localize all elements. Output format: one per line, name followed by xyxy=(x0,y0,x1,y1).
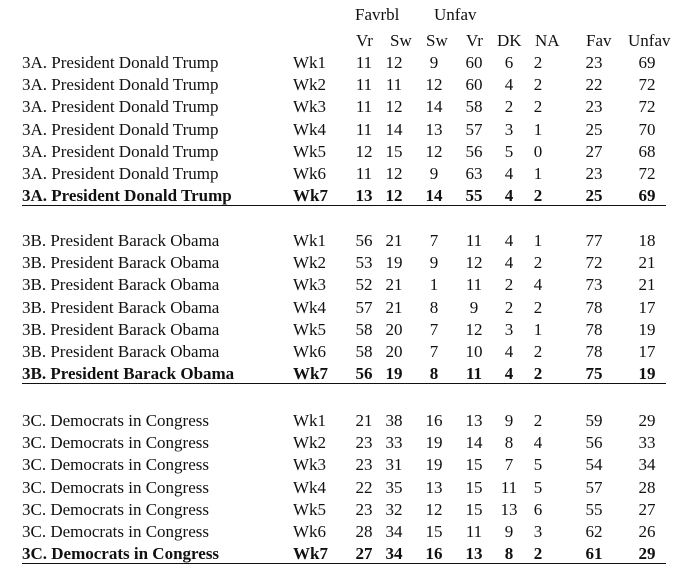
row-value: 27 xyxy=(638,499,656,519)
row-value: 69 xyxy=(638,186,656,206)
row-value: 23 xyxy=(355,433,373,453)
row-value: 12 xyxy=(385,53,403,72)
row-value: 14 xyxy=(465,433,483,453)
row-week: Wk4 xyxy=(293,297,327,317)
row-value: 3 xyxy=(504,119,514,139)
row-value: 63 xyxy=(465,164,483,183)
row-value: 58 xyxy=(355,319,373,339)
column-header: Vr xyxy=(466,31,483,50)
row-value: 11 xyxy=(500,477,518,497)
row-week: Wk6 xyxy=(293,164,327,183)
row-week: Wk5 xyxy=(293,319,327,339)
row-value: 22 xyxy=(355,477,373,497)
column-header-row xyxy=(0,30,681,52)
row-value: 9 xyxy=(429,53,439,72)
row-value: 12 xyxy=(425,499,443,519)
column-header: NA xyxy=(535,31,560,50)
row-value: 9 xyxy=(429,253,439,273)
row-value: 52 xyxy=(355,275,373,295)
row-week: Wk2 xyxy=(293,433,327,453)
row-value: 72 xyxy=(638,164,656,183)
row-value: 4 xyxy=(504,342,514,361)
table-row xyxy=(0,499,681,521)
row-value: 7 xyxy=(429,319,439,339)
row-week: Wk4 xyxy=(293,477,327,497)
row-value: 1 xyxy=(533,231,543,250)
row-label: 3B. President Barack Obama xyxy=(22,342,220,361)
row-value: 12 xyxy=(465,319,483,339)
row-label: 3C. Democrats in Congress xyxy=(22,455,209,475)
table-row xyxy=(0,454,681,476)
row-value: 11 xyxy=(355,53,373,72)
row-value: 8 xyxy=(504,433,514,453)
row-value: 15 xyxy=(465,499,483,519)
row-value: 19 xyxy=(385,364,403,384)
row-value: 38 xyxy=(385,411,403,430)
row-value: 1 xyxy=(533,319,543,339)
table-row-summary xyxy=(0,185,681,207)
row-value: 7 xyxy=(504,455,514,475)
row-value: 13 xyxy=(465,411,483,430)
row-week: Wk2 xyxy=(293,75,327,95)
row-value: 11 xyxy=(355,164,373,183)
row-value: 15 xyxy=(425,522,443,541)
row-value: 11 xyxy=(465,522,483,541)
row-value: 2 xyxy=(533,253,543,273)
table-row xyxy=(0,297,681,319)
row-value: 78 xyxy=(585,319,603,339)
row-value: 12 xyxy=(355,141,373,161)
row-value: 10 xyxy=(465,342,483,361)
column-header: Sw xyxy=(426,31,448,50)
row-value: 75 xyxy=(585,364,603,384)
row-value: 56 xyxy=(465,141,483,161)
row-label: 3A. President Donald Trump xyxy=(22,164,219,183)
row-value: 78 xyxy=(585,342,603,361)
table-row xyxy=(0,432,681,454)
row-value: 55 xyxy=(585,499,603,519)
row-week: Wk1 xyxy=(293,411,327,430)
row-value: 2 xyxy=(533,53,543,72)
row-value: 27 xyxy=(355,544,373,564)
table-row xyxy=(0,141,681,163)
row-week: Wk7 xyxy=(293,186,328,206)
row-value: 11 xyxy=(355,97,373,117)
row-value: 11 xyxy=(385,75,403,95)
row-value: 17 xyxy=(638,297,656,317)
row-label: 3B. President Barack Obama xyxy=(22,319,220,339)
row-value: 4 xyxy=(504,75,514,95)
table-row xyxy=(0,341,681,363)
row-value: 27 xyxy=(585,141,603,161)
row-week: Wk4 xyxy=(293,119,327,139)
table-row xyxy=(0,74,681,96)
row-value: 9 xyxy=(469,297,479,317)
row-value: 9 xyxy=(504,522,514,541)
row-value: 22 xyxy=(585,75,603,95)
row-value: 12 xyxy=(425,75,443,95)
row-week: Wk2 xyxy=(293,253,327,273)
row-value: 4 xyxy=(504,253,514,273)
row-value: 13 xyxy=(425,477,443,497)
row-value: 4 xyxy=(504,231,514,250)
row-value: 15 xyxy=(465,477,483,497)
table-row xyxy=(0,96,681,118)
row-value: 14 xyxy=(425,97,443,117)
row-value: 28 xyxy=(355,522,373,541)
header-favorable-group: Favrbl xyxy=(355,5,400,24)
row-value: 2 xyxy=(533,364,543,384)
row-week: Wk1 xyxy=(293,231,327,250)
row-value: 13 xyxy=(465,544,483,564)
row-value: 12 xyxy=(385,164,403,183)
row-label: 3C. Democrats in Congress xyxy=(22,411,209,430)
row-value: 2 xyxy=(533,544,543,564)
table-row xyxy=(0,521,681,543)
row-value: 72 xyxy=(638,75,656,95)
row-value: 6 xyxy=(533,499,543,519)
row-value: 23 xyxy=(585,53,603,72)
row-value: 11 xyxy=(465,364,483,384)
row-label: 3B. President Barack Obama xyxy=(22,275,220,295)
row-value: 7 xyxy=(429,342,439,361)
row-value: 73 xyxy=(585,275,603,295)
row-value: 17 xyxy=(638,342,656,361)
row-week: Wk3 xyxy=(293,275,327,295)
header-unfavorable-group: Unfav xyxy=(434,5,477,24)
table-row-summary xyxy=(0,363,681,385)
row-value: 0 xyxy=(533,141,543,161)
row-value: 23 xyxy=(585,164,603,183)
row-value: 56 xyxy=(355,231,373,250)
row-label: 3A. President Donald Trump xyxy=(22,97,219,117)
row-label: 3B. President Barack Obama xyxy=(22,253,220,273)
row-value: 6 xyxy=(504,53,514,72)
row-value: 33 xyxy=(638,433,656,453)
row-value: 2 xyxy=(533,297,543,317)
row-value: 2 xyxy=(533,75,543,95)
column-header: Unfav xyxy=(628,31,671,50)
row-value: 62 xyxy=(585,522,603,541)
row-value: 15 xyxy=(465,455,483,475)
row-value: 21 xyxy=(638,253,656,273)
row-week: Wk6 xyxy=(293,342,327,361)
row-value: 2 xyxy=(533,186,543,206)
row-value: 56 xyxy=(585,433,603,453)
row-value: 11 xyxy=(465,275,483,295)
row-value: 33 xyxy=(385,433,403,453)
row-label: 3A. President Donald Trump xyxy=(22,53,219,72)
row-week: Wk3 xyxy=(293,97,327,117)
row-label: 3B. President Barack Obama xyxy=(22,364,235,384)
row-value: 3 xyxy=(533,522,543,541)
column-header: Sw xyxy=(390,31,412,50)
row-value: 19 xyxy=(638,364,656,384)
row-week: Wk1 xyxy=(293,53,327,72)
row-label: 3A. President Donald Trump xyxy=(22,141,219,161)
row-value: 21 xyxy=(638,275,656,295)
row-value: 57 xyxy=(355,297,373,317)
table-row xyxy=(0,477,681,499)
row-value: 19 xyxy=(425,433,443,453)
row-value: 18 xyxy=(638,231,656,250)
row-value: 1 xyxy=(429,275,439,295)
row-value: 20 xyxy=(385,342,403,361)
row-value: 54 xyxy=(585,455,603,475)
row-value: 9 xyxy=(504,411,514,430)
row-value: 23 xyxy=(355,455,373,475)
row-value: 56 xyxy=(355,364,373,384)
row-value: 19 xyxy=(385,253,403,273)
row-value: 8 xyxy=(429,297,439,317)
row-value: 72 xyxy=(585,253,603,273)
row-value: 20 xyxy=(385,319,403,339)
row-week: Wk3 xyxy=(293,455,327,475)
row-value: 25 xyxy=(585,119,603,139)
row-week: Wk6 xyxy=(293,522,327,541)
row-week: Wk7 xyxy=(293,364,328,384)
row-value: 2 xyxy=(533,97,543,117)
row-label: 3C. Democrats in Congress xyxy=(22,522,209,541)
row-value: 59 xyxy=(585,411,603,430)
row-label: 3A. President Donald Trump xyxy=(22,75,219,95)
row-value: 60 xyxy=(465,75,483,95)
row-label: 3C. Democrats in Congress xyxy=(22,477,209,497)
row-label: 3C. Democrats in Congress xyxy=(22,433,209,453)
row-value: 21 xyxy=(385,297,403,317)
row-value: 12 xyxy=(465,253,483,273)
row-value: 8 xyxy=(429,364,439,384)
table-row xyxy=(0,410,681,432)
row-value: 34 xyxy=(385,544,403,564)
row-value: 3 xyxy=(504,319,514,339)
row-label: 3B. President Barack Obama xyxy=(22,297,220,317)
row-value: 1 xyxy=(533,119,543,139)
table-row xyxy=(0,163,681,185)
row-value: 23 xyxy=(585,97,603,117)
row-value: 9 xyxy=(429,164,439,183)
row-value: 58 xyxy=(465,97,483,117)
row-value: 11 xyxy=(355,75,373,95)
row-value: 53 xyxy=(355,253,373,273)
row-value: 34 xyxy=(638,455,656,475)
row-value: 61 xyxy=(585,544,603,564)
row-value: 14 xyxy=(425,186,443,206)
row-value: 11 xyxy=(355,119,373,139)
row-value: 25 xyxy=(585,186,603,206)
row-value: 57 xyxy=(585,477,603,497)
row-value: 14 xyxy=(385,119,403,139)
row-week: Wk5 xyxy=(293,499,327,519)
row-value: 34 xyxy=(385,522,403,541)
row-value: 60 xyxy=(465,53,483,72)
row-value: 19 xyxy=(638,319,656,339)
row-value: 21 xyxy=(355,411,373,430)
row-value: 72 xyxy=(638,97,656,117)
row-value: 13 xyxy=(425,119,443,139)
row-label: 3A. President Donald Trump xyxy=(22,186,232,206)
row-value: 5 xyxy=(533,477,543,497)
row-value: 4 xyxy=(533,433,543,453)
table-row xyxy=(0,319,681,341)
row-value: 28 xyxy=(638,477,656,497)
table-row xyxy=(0,52,681,74)
row-value: 29 xyxy=(638,411,656,430)
row-value: 4 xyxy=(504,186,514,206)
row-value: 78 xyxy=(585,297,603,317)
row-value: 55 xyxy=(465,186,483,206)
row-value: 16 xyxy=(425,544,443,564)
row-value: 1 xyxy=(533,164,543,183)
table-row xyxy=(0,252,681,274)
table-row xyxy=(0,230,681,252)
row-value: 2 xyxy=(504,297,514,317)
row-value: 12 xyxy=(385,97,403,117)
row-value: 35 xyxy=(385,477,403,497)
row-label: 3B. President Barack Obama xyxy=(22,231,220,250)
row-label: 3C. Democrats in Congress xyxy=(22,544,220,564)
row-value: 13 xyxy=(500,499,518,519)
row-value: 5 xyxy=(504,141,514,161)
row-value: 4 xyxy=(504,164,514,183)
row-value: 12 xyxy=(385,186,403,206)
row-value: 58 xyxy=(355,342,373,361)
row-value: 57 xyxy=(465,119,483,139)
row-value: 68 xyxy=(638,141,656,161)
row-value: 69 xyxy=(638,53,656,72)
row-value: 4 xyxy=(533,275,543,295)
row-value: 26 xyxy=(638,522,656,541)
row-value: 21 xyxy=(385,275,403,295)
row-value: 4 xyxy=(504,364,514,384)
row-value: 70 xyxy=(638,119,656,139)
row-value: 23 xyxy=(355,499,373,519)
table-row-summary xyxy=(0,543,681,565)
table-row xyxy=(0,119,681,141)
row-value: 8 xyxy=(504,544,514,564)
section-underline xyxy=(22,563,666,564)
row-value: 16 xyxy=(425,411,443,430)
row-value: 2 xyxy=(504,275,514,295)
row-week: Wk5 xyxy=(293,141,327,161)
row-value: 29 xyxy=(638,544,656,564)
column-header: DK xyxy=(497,31,522,50)
section-underline xyxy=(22,205,666,206)
row-value: 7 xyxy=(429,231,439,250)
row-label: 3C. Democrats in Congress xyxy=(22,499,209,519)
row-value: 31 xyxy=(385,455,403,475)
table-row xyxy=(0,274,681,296)
row-value: 15 xyxy=(385,141,403,161)
row-value: 12 xyxy=(425,141,443,161)
row-value: 2 xyxy=(533,342,543,361)
row-value: 2 xyxy=(533,411,543,430)
row-value: 5 xyxy=(533,455,543,475)
row-week: Wk7 xyxy=(293,544,328,564)
column-header: Fav xyxy=(586,31,612,50)
row-label: 3A. President Donald Trump xyxy=(22,119,219,139)
row-value: 2 xyxy=(504,97,514,117)
column-header: Vr xyxy=(356,31,373,50)
row-value: 13 xyxy=(355,186,373,206)
row-value: 19 xyxy=(425,455,443,475)
row-value: 32 xyxy=(385,499,403,519)
row-value: 77 xyxy=(585,231,603,250)
section-underline xyxy=(22,383,666,384)
row-value: 21 xyxy=(385,231,403,250)
row-value: 11 xyxy=(465,231,483,250)
